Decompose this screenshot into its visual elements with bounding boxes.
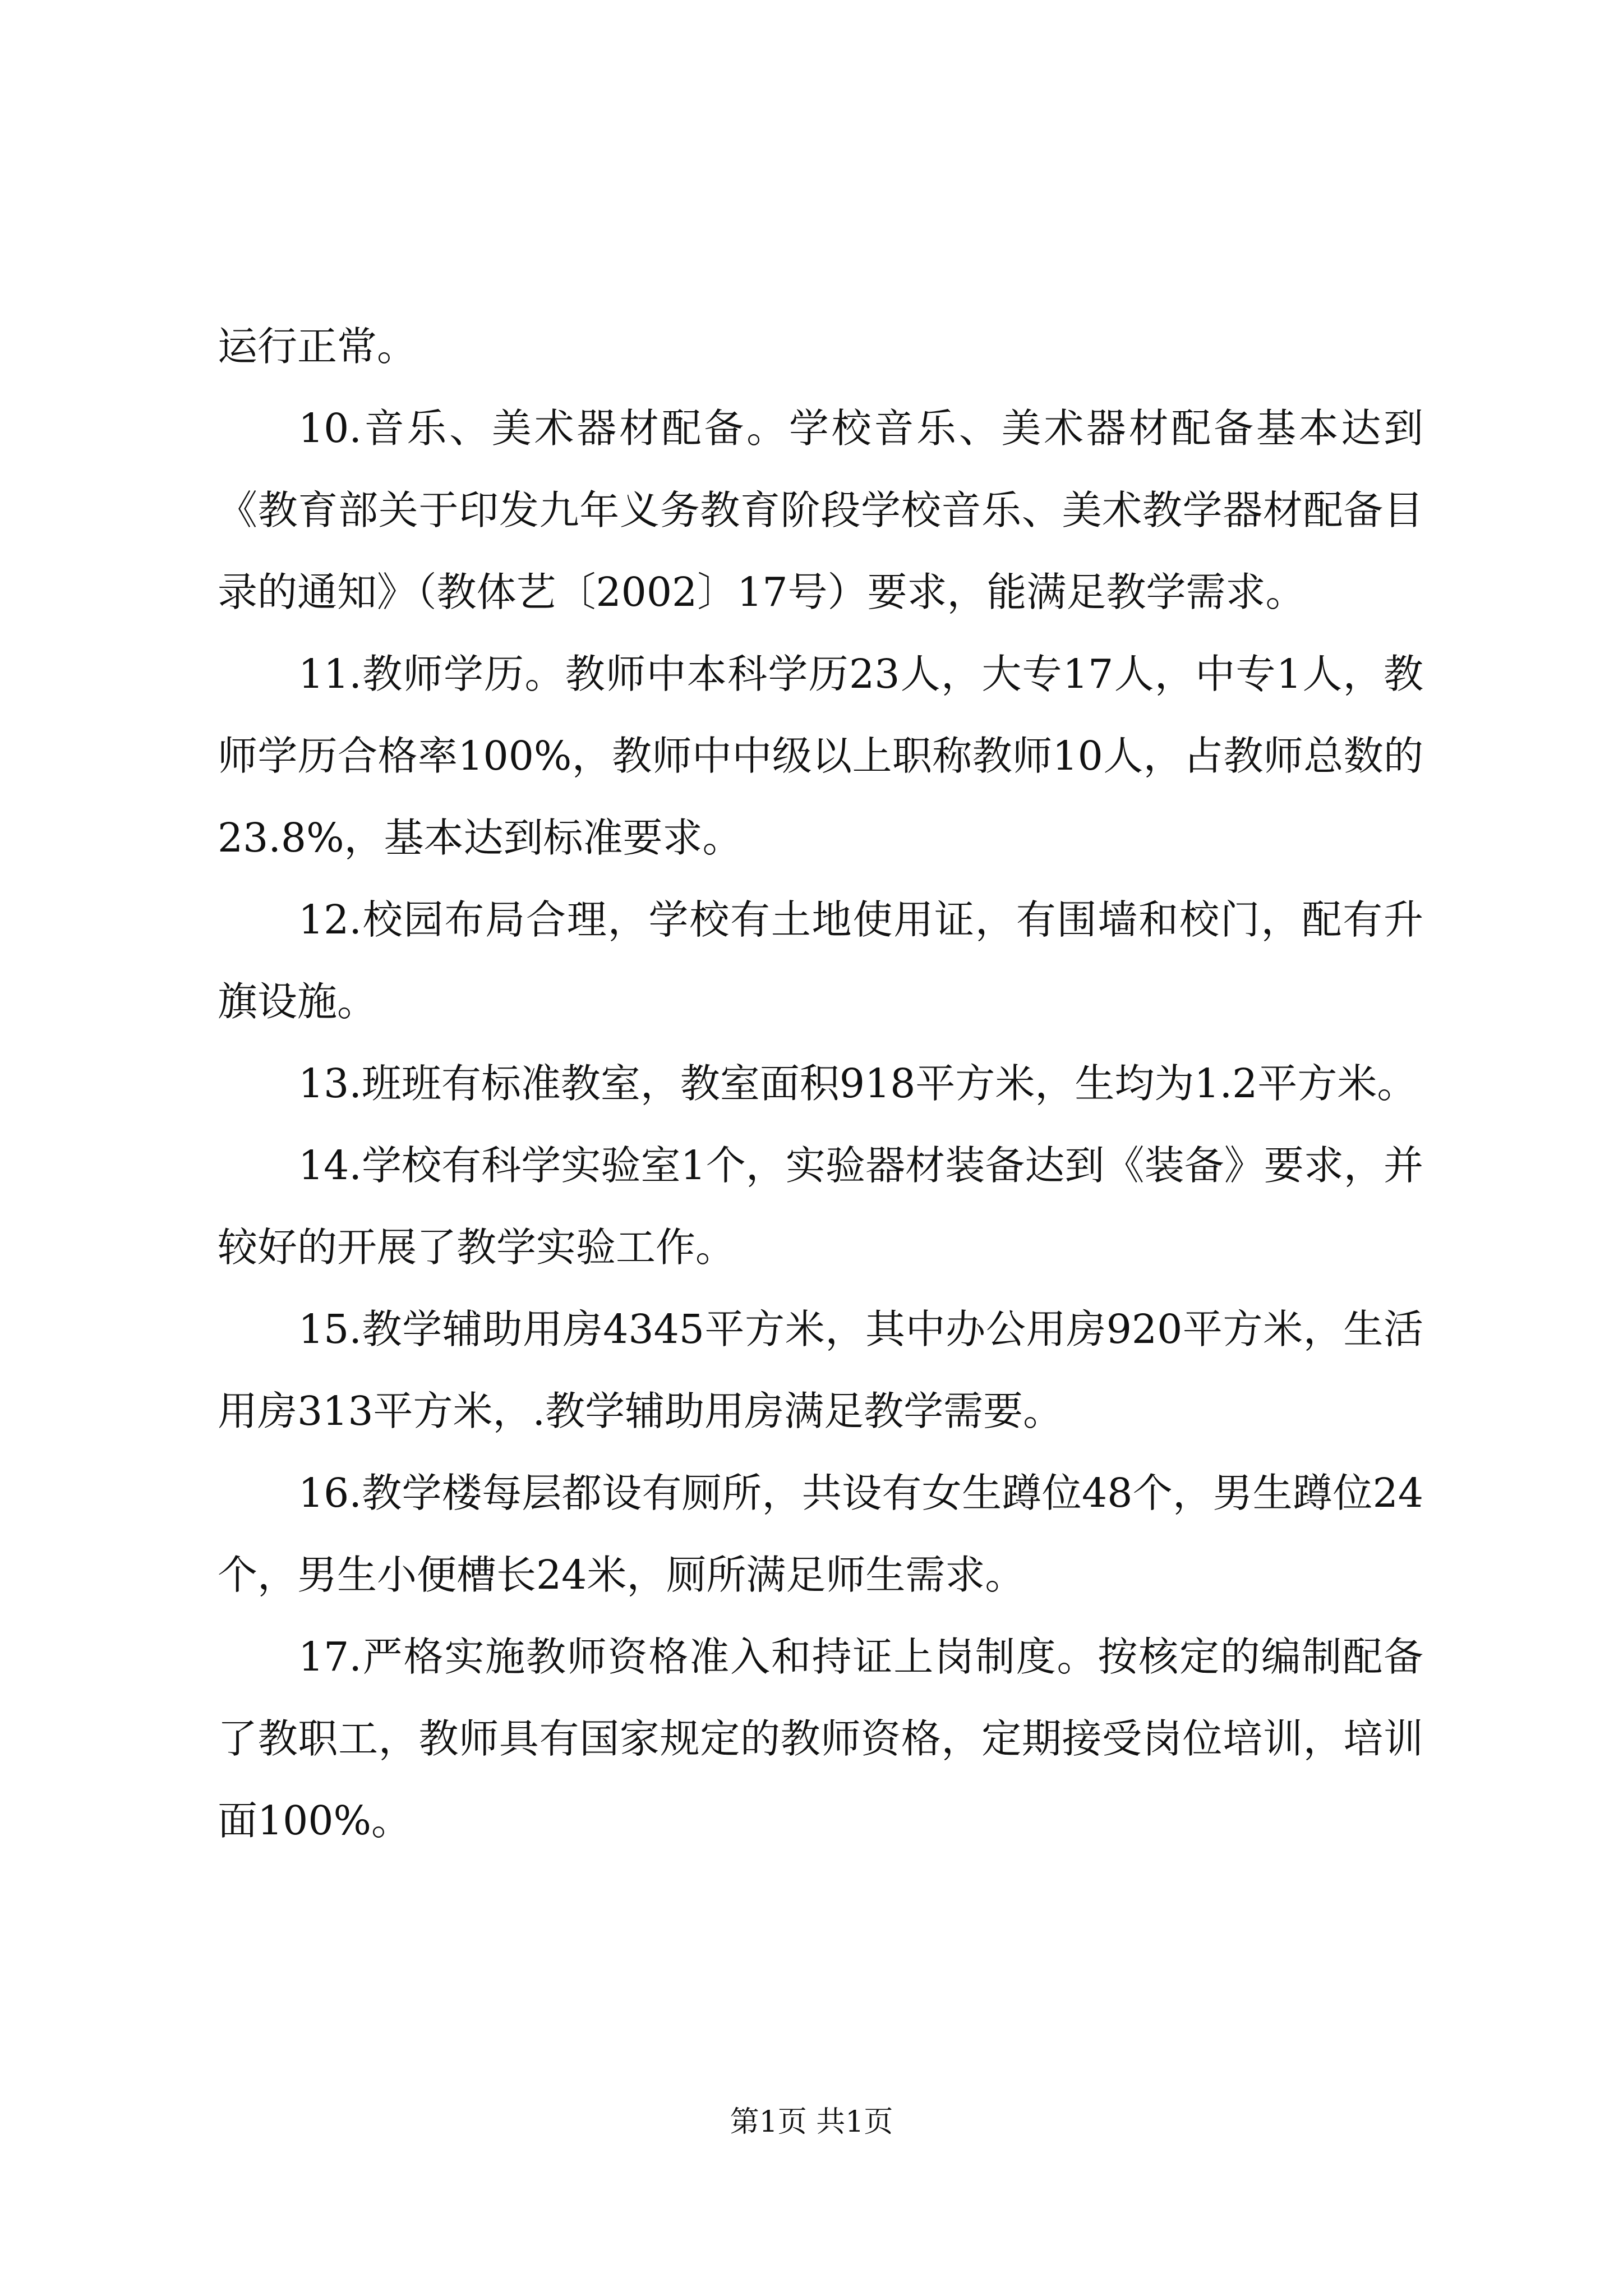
paragraph-0: 运行正常。	[218, 323, 417, 370]
paragraph-7: 16.教学楼每层都设有厕所，共设有女生蹲位48个，男生蹲位24个，男生小便槽长24米，厕所满足师生需求。	[218, 1470, 1423, 1598]
paragraph-2: 11.教师学历。教师中本科学历23人，大专17人，中专1人，教师学历合格率100%，教师中中级以上职称教师10人，占教师总数的23.8%，基本达到标准要求。	[218, 651, 1423, 861]
paragraph-3: 12.校园布局合理，学校有土地使用证，有围墙和校门，配有升旗设施。	[218, 896, 1423, 1025]
paragraph-5: 14.学校有科学实验室1个，实验器材装备达到《装备》要求，并较好的开展了教学实验工作。	[218, 1142, 1423, 1271]
paragraph-4: 13.班班有标准教室，教室面积918平方米，生均为1.2平方米。	[298, 1060, 1417, 1107]
paragraph-8: 17.严格实施教师资格准入和持证上岗制度。按核定的编制配备了教职工，教师具有国家规定的教师资格，定期接受岗位培训，培训面100%。	[218, 1634, 1423, 1844]
page-footer: 第1页 共1页	[730, 2105, 893, 2139]
paragraph-6: 15.教学辅助用房4345平方米，其中办公用房920平方米，生活用房313平方米，.教学辅助用房满足教学需要。	[218, 1306, 1423, 1434]
document-body	[218, 306, 1423, 1862]
paragraph-1: 10.音乐、美术器材配备。学校音乐、美术器材配备基本达到《教育部关于印发九年义务教育阶段学校音乐、美术教学器材配备目录的通知》（教体艺〔2002〕17号）要求，能满足教学需求。	[218, 405, 1423, 615]
